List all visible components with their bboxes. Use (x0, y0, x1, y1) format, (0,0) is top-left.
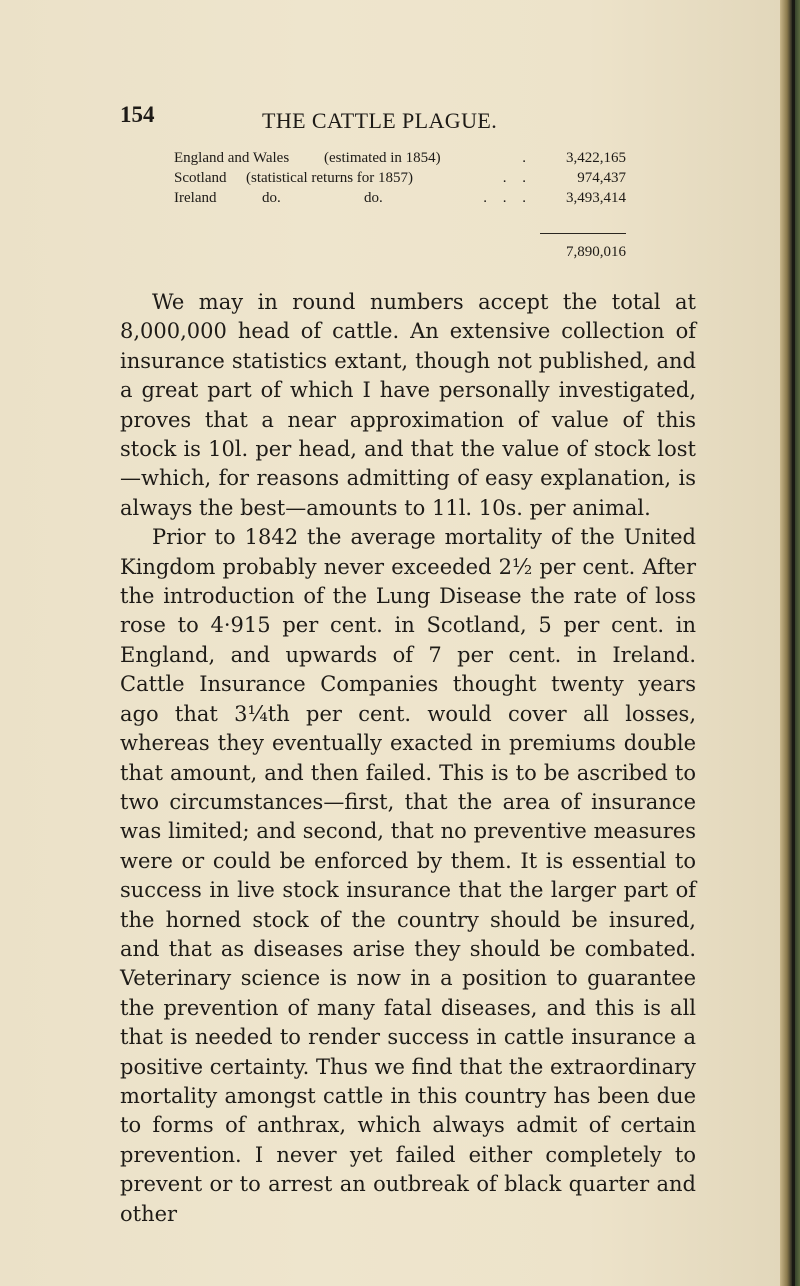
leader-dots: . (522, 150, 532, 166)
cattle-count-table (174, 148, 626, 260)
binding-edge-line (792, 0, 795, 1286)
cattle-count: 3,422,165 (566, 150, 626, 166)
country-name: Ireland (174, 190, 217, 206)
cattle-count: 974,437 (577, 170, 626, 186)
source-note: (estimated in 1854) (324, 150, 441, 166)
paragraph: Prior to 1842 the average mortality of the United Kingdom probably never exceeded 2½ per cent. After the introduction of the Lung Disease the rate of loss rose to 4·915 per cent. in Scotland, 5 per cent. in England, and upwards of 7 per cent. in Ireland. Cattle Insurance Companies thought twenty years ago that 3¼th per cent. would cover all losses, whereas they eventually exacted in premiums double that amount, and then failed. This is to be ascribed to two circumstances—first, that the area of insurance was limited; and second, that no preventive measures were or could be enforced by them. It is essential to success in live stock insurance that the larger part of the horned stock of the country should be insured, and that as diseases arise they should be combated. Veterinary science is now in a position to guarantee the prevention of many fatal diseases, and this is all that is needed to render success in cattle insurance a positive certainty. Thus we find that the extraordinary mortality amongst cattle in this country has been due to forms of anthrax, which always admit of certain prevention. I never yet failed either completely to prevent or to arrest an outbreak of black quarter and other (120, 525, 696, 1226)
table-row (174, 168, 626, 188)
running-head: THE CATTLE PLAGUE. (262, 108, 498, 133)
source-note: (statistical returns for 1857) (246, 170, 414, 186)
cattle-count: 3,493,414 (566, 190, 626, 206)
paragraph: We may in round numbers accept the total at 8,000,000 head of cattle. An extensive collection of insurance statistics extant, though not published, and a great part of which I have personally investigated, proves that a near approximation of value of this stock is 10l. per head, and that the value of stock lost—which, for reasons admitting of easy explanation, is always the best—amounts to 11l. 10s. per animal. (120, 290, 696, 520)
leader-dots: . . . (483, 190, 532, 206)
table-row (174, 148, 626, 168)
body-text (120, 288, 696, 1229)
country-name: England and Wales (174, 150, 290, 166)
page-edge (780, 0, 800, 1286)
leader-dots: . . (502, 170, 532, 186)
table-row (174, 188, 626, 208)
ditto-mark: do. (364, 190, 383, 206)
total-rule (540, 233, 626, 234)
cattle-total: 7,890,016 (566, 244, 626, 260)
country-name: Scotland (174, 170, 227, 186)
ditto-mark: do. (262, 190, 281, 206)
page-number: 154 (120, 102, 155, 127)
